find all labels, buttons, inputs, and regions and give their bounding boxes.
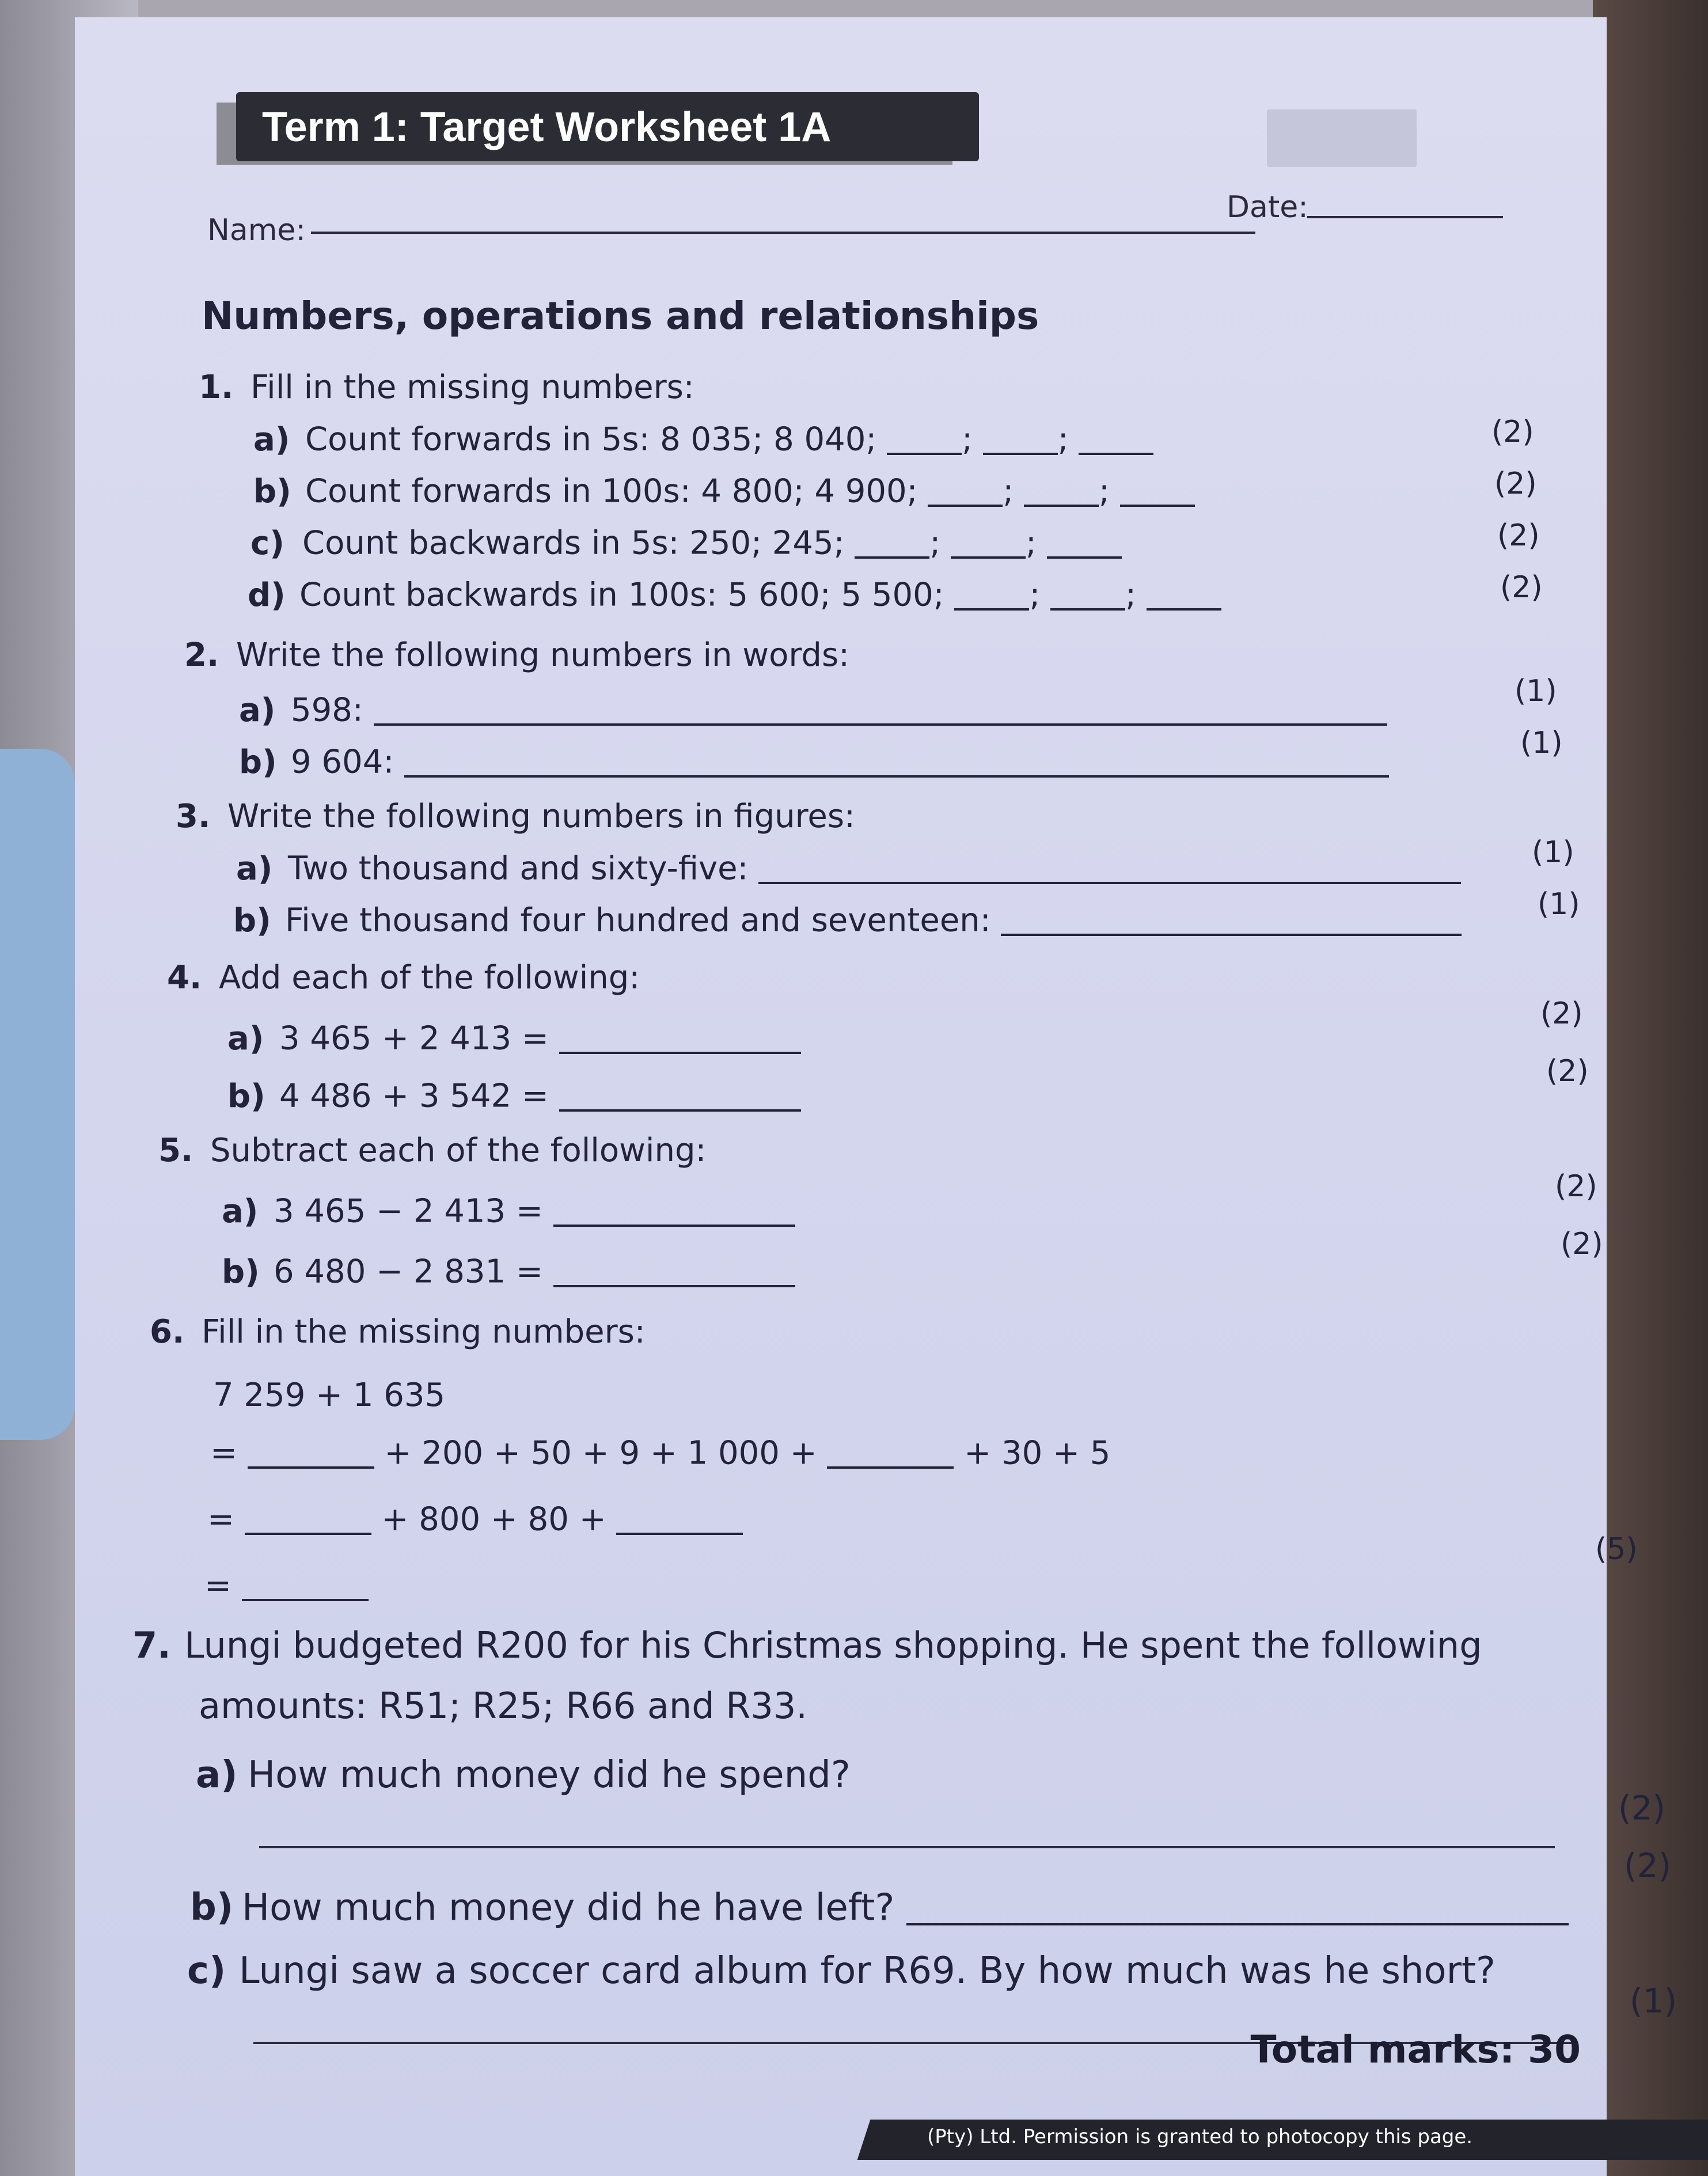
marks: (1) <box>1532 835 1574 870</box>
question-7: 7. Lungi budgeted R200 for his Christmas shopping. He spent the following <box>132 1624 1482 1666</box>
answer-blank[interactable] <box>1050 576 1125 611</box>
answer-blank[interactable] <box>827 1434 954 1469</box>
answer-blank[interactable] <box>1147 576 1221 611</box>
answer-line[interactable] <box>259 1846 1555 1848</box>
q6-line-1: = + 200 + 50 + 9 + 1 000 + + 30 + 5 <box>210 1434 1111 1472</box>
q6-line-3: = <box>204 1567 369 1605</box>
answer-line[interactable] <box>906 1886 1569 1925</box>
section-title: Numbers, operations and relationships <box>202 294 1039 338</box>
marks: (1) <box>1515 674 1557 708</box>
q5-item-b: b) 6 480 − 2 831 = <box>222 1253 795 1291</box>
answer-blank[interactable] <box>855 524 929 559</box>
worksheet-title: Term 1: Target Worksheet 1A <box>262 104 832 150</box>
q7-item-c: c) Lungi saw a soccer card album for R69. By how much was he short? <box>187 1950 1496 1992</box>
q1-item-d: d) Count backwards in 100s: 5 600; 5 500; ; ; <box>248 576 1221 614</box>
q4-item-a: a) 3 465 + 2 413 = <box>227 1019 801 1057</box>
copyright-footer: (Pty) Ltd. Permission is granted to photocopy this page. <box>927 2125 1473 2148</box>
answer-blank[interactable] <box>248 1434 374 1469</box>
q3-item-a: a) Two thousand and sixty-five: <box>236 850 1461 888</box>
question-5: 5. Subtract each of the following: <box>158 1132 707 1169</box>
marks: (1) <box>1630 1981 1677 2020</box>
q6-expression: 7 259 + 1 635 <box>213 1377 446 1414</box>
marks: (2) <box>1555 1169 1597 1204</box>
question-7-text-2: amounts: R51; R25; R66 and R33. <box>199 1685 807 1727</box>
answer-line[interactable] <box>374 691 1387 726</box>
answer-blank[interactable] <box>983 420 1058 455</box>
name-label: Name: <box>207 213 306 248</box>
marks: (2) <box>1494 467 1537 501</box>
towel <box>0 749 75 1440</box>
answer-blank[interactable] <box>1047 524 1122 559</box>
question-6: 6. Fill in the missing numbers: <box>150 1313 646 1351</box>
answer-line[interactable] <box>758 850 1461 884</box>
marks: (2) <box>1500 570 1543 605</box>
question-3: 3. Write the following numbers in figures: <box>176 798 855 835</box>
marks: (2) <box>1540 996 1583 1031</box>
answer-blank[interactable] <box>242 1567 369 1601</box>
q7-item-a: a) How much money did he spend? <box>196 1754 851 1796</box>
q1-item-a: a) Count forwards in 5s: 8 035; 8 040; ; ; <box>253 420 1153 458</box>
marks: (2) <box>1546 1054 1589 1089</box>
marks: (2) <box>1624 1846 1672 1885</box>
marks: (2) <box>1618 1788 1666 1828</box>
date-label: Date: <box>1227 190 1308 225</box>
q1-item-b: b) Count forwards in 100s: 4 800; 4 900; ; ; <box>253 472 1195 510</box>
marks: (2) <box>1497 518 1540 553</box>
answer-blank[interactable] <box>954 576 1029 611</box>
answer-blank[interactable] <box>553 1253 795 1287</box>
answer-blank[interactable] <box>553 1192 795 1227</box>
q6-line-2: = + 800 + 80 + <box>207 1500 743 1538</box>
answer-blank[interactable] <box>1079 420 1153 455</box>
answer-line[interactable] <box>404 743 1389 778</box>
answer-line[interactable] <box>1001 901 1462 936</box>
answer-blank[interactable] <box>1120 472 1195 507</box>
name-field[interactable] <box>311 232 1255 234</box>
answer-blank[interactable] <box>887 420 962 455</box>
marks: (2) <box>1491 415 1534 449</box>
marks: (2) <box>1561 1227 1603 1261</box>
answer-blank[interactable] <box>928 472 1003 507</box>
q2-item-a: a) 598: <box>239 691 1387 729</box>
marks: (1) <box>1520 726 1563 760</box>
q4-item-b: b) 4 486 + 3 542 = <box>227 1077 801 1115</box>
q3-item-b: b) Five thousand four hundred and seventeen: <box>233 901 1462 939</box>
question-1: 1. Fill in the missing numbers: <box>199 369 694 406</box>
answer-blank[interactable] <box>559 1019 801 1054</box>
answer-blank[interactable] <box>951 524 1026 559</box>
faded-logo <box>1267 109 1417 167</box>
q7-item-b: b) How much money did he have left? <box>190 1886 1569 1929</box>
total-marks: Total marks: 30 <box>1250 2027 1581 2072</box>
answer-blank[interactable] <box>616 1500 743 1535</box>
worksheet-page <box>75 17 1677 2176</box>
marks: (1) <box>1538 887 1580 922</box>
date-field[interactable] <box>1307 216 1503 218</box>
q5-item-a: a) 3 465 − 2 413 = <box>222 1192 795 1230</box>
q1-item-c: c) Count backwards in 5s: 250; 245; ; ; <box>250 524 1122 562</box>
answer-blank[interactable] <box>559 1077 801 1112</box>
answer-blank[interactable] <box>245 1500 371 1535</box>
question-2: 2. Write the following numbers in words: <box>184 636 849 674</box>
q2-item-b: b) 9 604: <box>239 743 1389 781</box>
marks: (5) <box>1595 1532 1638 1567</box>
answer-blank[interactable] <box>1024 472 1099 507</box>
title-banner <box>236 92 979 161</box>
question-4: 4. Add each of the following: <box>167 959 640 996</box>
